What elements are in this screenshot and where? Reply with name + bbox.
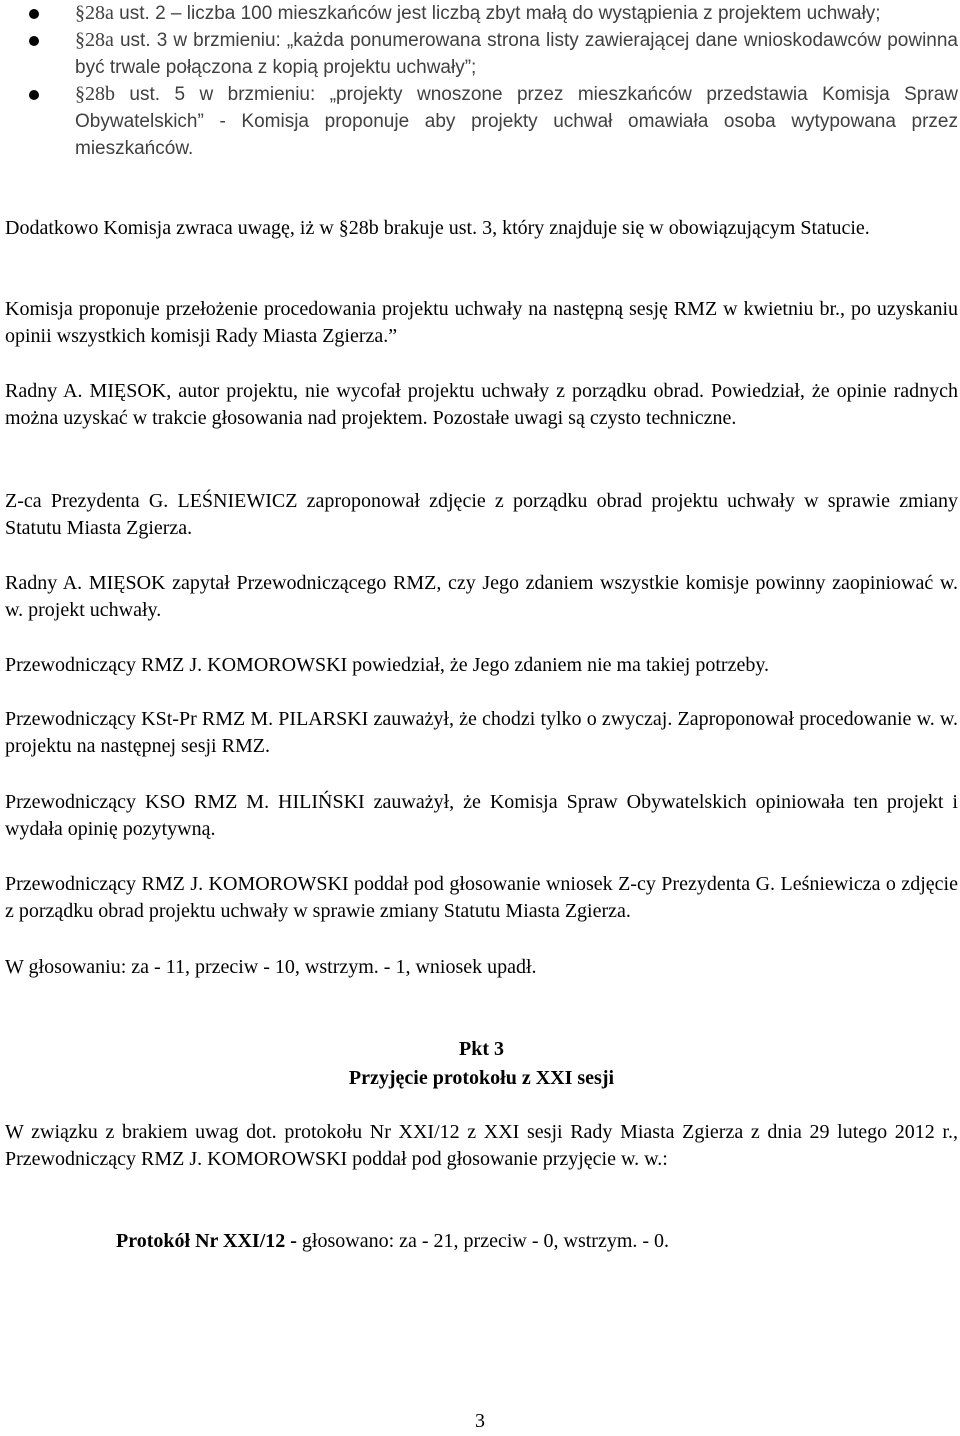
list-item xyxy=(5,0,958,27)
list-item-text: ust. 3 w brzmieniu: „każda ponumerowana strona listy zawierającej dane wnioskodawców powinna być trwale połączona z kopią projektu uchwały”; xyxy=(75,30,958,78)
paragraph: Przewodniczący RMZ J. KOMOROWSKI powiedział, że Jego zdaniem nie ma takiej potrzeby. xyxy=(5,654,770,676)
section-title: Przyjęcie protokołu z XXI sesji xyxy=(348,1067,615,1089)
paragraph: Radny A. MIĘSOK, autor projektu, nie wycofał projektu uchwały z porządku obrad. Powiedział, że opinie radnych można uzyskać w trakcie głosowania nad projektem. Pozostałe uwagi są czysto techniczne. xyxy=(5,380,958,429)
vote-result: głosowano: za - 21, przeciw - 0, wstrzym. - 0. xyxy=(301,1230,670,1252)
paragraph: Komisja proponuje przełożenie procedowania projektu uchwały na następną sesję RMZ w kwietniu br., po uzyskaniu opinii wszystkich komisji Rady Miasta Zgierza.” xyxy=(5,298,958,347)
bullet-icon xyxy=(29,90,39,100)
section-ref: §28a xyxy=(75,29,114,51)
section-ref: §28a xyxy=(75,2,114,24)
list-item xyxy=(5,27,958,81)
objection-list xyxy=(5,0,958,162)
list-item-text: ust. 5 w brzmieniu: „projekty wnoszone przez mieszkańców przedstawia Komisja Spraw Obywatelskich” - Komisja proponuje aby projekty uchwał omawiała osoba wytypowana przez mieszkańców. xyxy=(75,84,958,159)
list-item xyxy=(5,81,958,162)
section-ref: §28b xyxy=(75,83,115,105)
paragraph: W głosowaniu: za - 11, przeciw - 10, wstrzym. - 1, wniosek upadł. xyxy=(5,956,537,978)
paragraph: Przewodniczący KSO RMZ M. HILIŃSKI zauważył, że Komisja Spraw Obywatelskich opiniowała ten projekt i wydała opinię pozytywną. xyxy=(5,791,958,840)
paragraph: Przewodniczący KSt-Pr RMZ M. PILARSKI zauważył, że chodzi tylko o zwyczaj. Zaproponował procedowanie w. w. projektu na następnej sesji RMZ. xyxy=(5,708,958,757)
bullet-icon xyxy=(29,36,39,46)
paragraph: Dodatkowo Komisja zwraca uwagę, iż w §28b brakuje ust. 3, który znajduje się w obowiązującym Statucie. xyxy=(5,217,870,239)
page-number: 3 xyxy=(475,1410,485,1432)
paragraph: Przewodniczący RMZ J. KOMOROWSKI poddał pod głosowanie wniosek Z-cy Prezydenta G. Leśniewicza o zdjęcie z porządku obrad projektu uchwały w sprawie zmiany Statutu Miasta Zgierza. xyxy=(5,873,958,922)
paragraph: Radny A. MIĘSOK zapytał Przewodniczącego RMZ, czy Jego zdaniem wszystkie komisje powinny zaopiniować w. w. projekt uchwały. xyxy=(5,572,958,621)
section-intro: W związku z brakiem uwag dot. protokołu Nr XXI/12 z XXI sesji Rady Miasta Zgierza z dnia 29 lutego 2012 r., Przewodniczący RMZ J. KOMOROWSKI poddał pod głosowanie przyjęcie w. w.: xyxy=(5,1121,958,1170)
section-point: Pkt 3 xyxy=(459,1038,504,1060)
vote-result-line xyxy=(5,1228,960,1255)
vote-label: Protokół Nr XXI/12 - xyxy=(116,1230,302,1252)
list-item-text: ust. 2 – liczba 100 mieszkańców jest liczbą zbyt małą do wystąpienia z projektem uchwały; xyxy=(113,3,881,24)
paragraph: Z-ca Prezydenta G. LEŚNIEWICZ zaproponował zdjęcie z porządku obrad projektu uchwały w sprawie zmiany Statutu Miasta Zgierza. xyxy=(5,490,958,539)
bullet-icon xyxy=(29,9,39,19)
